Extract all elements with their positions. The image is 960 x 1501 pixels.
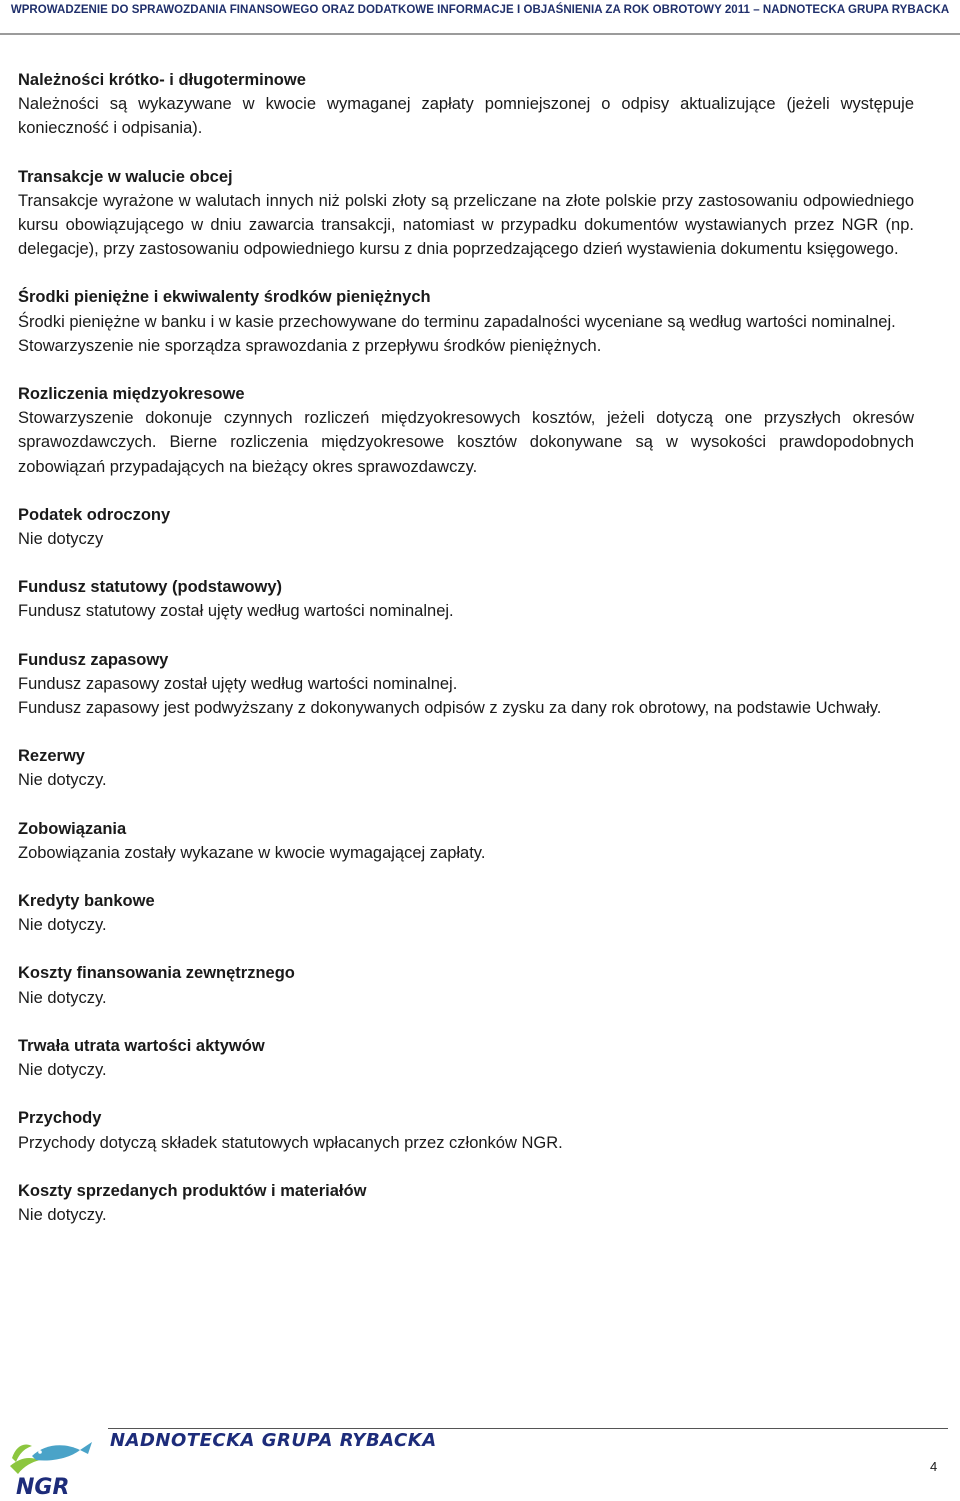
section-paragraph: Nie dotyczy [18,530,104,549]
section-paragraph: Nie dotyczy. [18,916,107,935]
section-heading: Zobowiązania [18,819,127,838]
footer-organization: NADNOTECKA GRUPA RYBACKA [110,1430,437,1451]
section-heading: Przychody [18,1109,102,1128]
section-paragraph: Transakcje wyrażone w walutach innych niż polski złoty są przeliczane na złote polskie przy zastosowaniu odpowiedniego kursu obowiązującego w dniu zawarcia transakcji, natomiast w przypadku dokumentów wystawianych przez NGR (np. delegacje), przy zastosowaniu odpowiedniego kursu z dnia poprzedzającego dzień wystawienia dokumentu księgowego. [18,191,914,259]
section-liabilities [18,817,914,865]
section-paragraph: Fundusz zapasowy jest podwyższany z dokonywanych odpisów z zysku za dany rok obrotowy, na podstawie Uchwały. [18,699,882,718]
section-paragraph: Fundusz zapasowy został ujęty według wartości nominalnej. [18,674,458,693]
section-bank-loans [18,889,914,937]
section-heading: Trwała utrata wartości aktywów [18,1036,265,1055]
section-external-financing-costs [18,961,914,1009]
section-cost-of-goods-sold [18,1179,914,1227]
section-provisions [18,744,914,792]
section-heading: Koszty finansowania zewnętrznego [18,964,295,983]
ngr-logo [6,1432,96,1500]
section-paragraph: Nie dotyczy. [18,771,107,790]
section-paragraph: Nie dotyczy. [18,988,107,1007]
section-accruals [18,382,914,479]
section-reserve-fund [18,648,914,721]
section-paragraph: Należności są wykazywane w kwocie wymaganej zapłaty pomniejszonej o odpisy aktualizujące (jeżeli występuje konieczność i odpisania). [18,95,914,138]
footer-divider [108,1428,948,1429]
logo-text: NGR [16,1475,70,1500]
section-revenue [18,1106,914,1154]
section-impairment [18,1034,914,1082]
section-paragraph: Przychody dotyczą składek statutowych wpłacanych przez członków NGR. [18,1133,563,1152]
fish-eye-shape [38,1450,42,1454]
section-paragraph: Nie dotyczy. [18,1205,107,1224]
section-heading: Fundusz statutowy (podstawowy) [18,578,282,597]
section-receivables [18,68,914,141]
section-paragraph: Środki pieniężne w banku i w kasie przechowywane do terminu zapadalności wyceniane są według wartości nominalnej. [18,312,896,331]
running-header: WPROWADZENIE DO SPRAWOZDANIA FINANSOWEGO ORAZ DODATKOWE INFORMACJE I OBJAŚNIENIA ZA ROK OBROTOWY 2011 – NADNOTECKA GRUPA RYBACKA [10,4,950,16]
section-heading: Rozliczenia międzyokresowe [18,385,245,404]
section-heading: Koszty sprzedanych produktów i materiałów [18,1181,367,1200]
section-heading: Należności krótko- i długoterminowe [18,71,306,89]
section-statutory-fund [18,575,914,623]
section-heading: Kredyty bankowe [18,892,155,911]
section-paragraph: Zobowiązania zostały wykazane w kwocie wymagającej zapłaty. [18,843,486,862]
section-heading: Podatek odroczony [18,505,171,524]
section-foreign-currency [18,165,914,262]
section-heading: Rezerwy [18,747,85,766]
document-body [18,68,914,1251]
page-number: 4 [930,1459,938,1474]
section-heading: Środki pieniężne i ekwiwalenty środków pieniężnych [18,288,431,307]
section-paragraph: Fundusz statutowy został ujęty według wartości nominalnej. [18,602,454,621]
section-paragraph: Stowarzyszenie dokonuje czynnych rozliczeń międzyokresowych kosztów, jeżeli dotyczą one przyszłych okresów sprawozdawczych. Bierne rozliczenia międzyokresowe kosztów dokonywane są w wysokości prawdopodobnych zobowiązań przypadających na bieżący okres sprawozdawczy. [18,409,914,476]
header-divider [0,33,960,35]
fish-tail-shape [80,1442,92,1454]
section-deferred-tax [18,503,914,551]
section-paragraph: Stowarzyszenie nie sporządza sprawozdania z przepływu środków pieniężnych. [18,336,602,355]
section-heading: Fundusz zapasowy [18,650,169,669]
section-heading: Transakcje w walucie obcej [18,167,233,186]
section-paragraph: Nie dotyczy. [18,1061,107,1080]
section-cash [18,285,914,358]
